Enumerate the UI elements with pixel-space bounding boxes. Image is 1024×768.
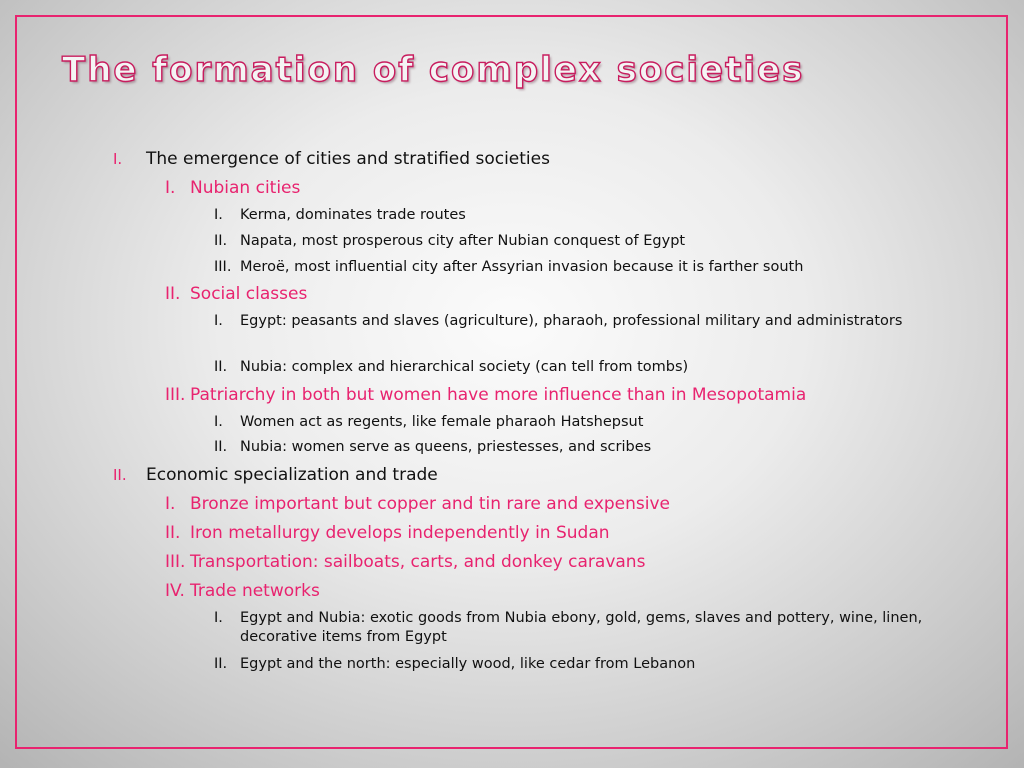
outline-number: III. [214,259,232,275]
slide-title: The formation of complex societies [62,50,805,90]
outline-text: Nubia: women serve as queens, priestesses, and scribes [240,439,652,455]
outline-text: Egypt: peasants and slaves (agriculture), pharaoh, professional military and administrators [240,313,903,329]
outline-point [214,609,952,647]
outline-text: Nubian cities [190,178,301,198]
outline-subsection [165,178,300,198]
outline-subsection [165,385,806,405]
outline-text: Trade networks [190,581,320,601]
outline-section [113,465,438,485]
outline-point [214,438,651,457]
outline-number: III. [165,552,186,572]
outline-number: I. [113,150,123,168]
outline-text: Women act as regents, like female pharaoh Hatshepsut [240,414,644,430]
outline-text: The emergence of cities and stratified societies [146,149,550,169]
outline-point [214,358,688,377]
outline-number: I. [165,178,176,198]
outline-number: III. [165,385,186,405]
outline-subsection [165,494,670,514]
outline-point [214,312,952,331]
outline-number: II. [165,523,181,543]
outline-subsection [165,523,610,543]
outline-number: IV. [165,581,185,601]
outline-section [113,149,550,169]
outline-number: II. [214,359,228,375]
outline-subsection [165,284,307,304]
outline-number: II. [113,466,127,484]
outline-number: II. [214,656,228,672]
outline-text: Nubia: complex and hierarchical society (can tell from tombs) [240,359,689,375]
outline-point [214,258,803,277]
outline-text: Social classes [190,284,308,304]
outline-number: II. [165,284,181,304]
outline-number: II. [214,233,228,249]
outline-number: II. [214,439,228,455]
outline-number: I. [214,610,223,626]
outline-number: I. [214,414,223,430]
outline-point [214,232,685,251]
outline-point [214,206,466,225]
outline-number: I. [214,313,223,329]
outline-subsection [165,552,645,572]
outline-text: Bronze important but copper and tin rare and expensive [190,494,671,514]
outline-text: Egypt and Nubia: exotic goods from Nubia ebony, gold, gems, slaves and pottery, wine, linen, decorative items from Egypt [240,610,923,645]
outline-number: I. [165,494,176,514]
outline-text: Transportation: sailboats, carts, and donkey caravans [190,552,646,572]
outline-text: Iron metallurgy develops independently in Sudan [190,523,610,543]
outline-point [214,413,643,432]
outline-text: Patriarchy in both but women have more influence than in Mesopotamia [190,385,807,405]
outline-number: I. [214,207,223,223]
outline-point [214,655,695,674]
outline-text: Economic specialization and trade [146,465,438,485]
outline-text: Meroë, most influential city after Assyrian invasion because it is farther south [240,259,804,275]
outline-subsection [165,581,320,601]
outline-text: Kerma, dominates trade routes [240,207,466,223]
outline-text: Egypt and the north: especially wood, like cedar from Lebanon [240,656,696,672]
outline-text: Napata, most prosperous city after Nubian conquest of Egypt [240,233,686,249]
